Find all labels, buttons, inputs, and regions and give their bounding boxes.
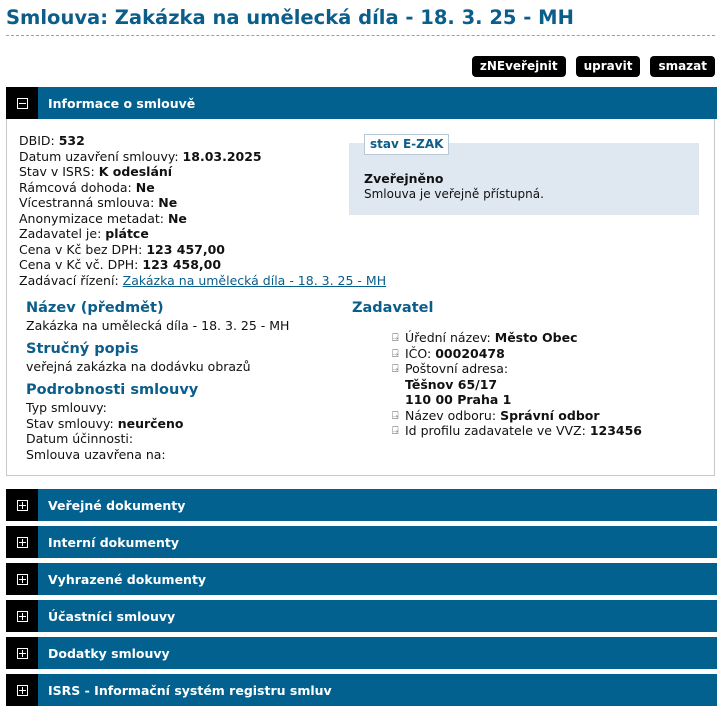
section-label: ISRS - Informační systém registru smluv (48, 682, 332, 698)
multilateral-row: Vícestranná smlouva: Ne (19, 195, 178, 210)
profile-id-row: ⍈ Id profilu zadavatele ve VVZ: 123456 (392, 423, 642, 438)
page-title: Smlouva: Zakázka na umělecká díla - 18. 3. 25 - MH (6, 6, 574, 29)
section-header-amendments[interactable] (6, 637, 717, 669)
dbid-row: DBID: 532 (19, 133, 85, 148)
isrs-row: Stav v ISRS: K odeslání (19, 164, 173, 179)
name-heading: Název (předmět) (26, 300, 164, 316)
ezak-status-value: Zveřejněno (364, 171, 444, 186)
name-value: Zakázka na umělecká díla - 18. 3. 25 - MH (26, 318, 290, 333)
expand-icon[interactable] (6, 637, 38, 669)
payer-row: Zadavatel je: plátce (19, 226, 149, 241)
unpublish-button[interactable]: zNEveřejnit (472, 56, 566, 77)
contract-info-list (19, 133, 386, 288)
section-label: Vyhrazené dokumenty (48, 571, 207, 587)
short-desc-value: veřejná zakázka na dodávku obrazů (26, 359, 251, 374)
effective-date-row: Datum účinnosti: (26, 431, 134, 446)
anonymization-row: Anonymizace metadat: Ne (19, 210, 187, 226)
concluded-for-row: Smlouva uzavřena na: (26, 446, 166, 462)
arrow-right-icon: ⍈ (392, 362, 399, 375)
expand-icon[interactable] (6, 600, 38, 632)
price-inc-vat-row: Cena v Kč vč. DPH: 123 458,00 (19, 257, 222, 272)
arrow-right-icon: ⍈ (392, 331, 399, 344)
expand-icon[interactable] (6, 674, 38, 706)
section-header-info[interactable] (6, 87, 717, 119)
section-label: Interní dokumenty (48, 534, 179, 550)
arrow-right-icon: ⍈ (392, 424, 399, 437)
edit-button[interactable]: upravit (576, 56, 641, 77)
ezak-status-description: Smlouva je veřejně přístupná. (364, 187, 544, 201)
arrow-right-icon: ⍈ (392, 408, 399, 422)
short-desc-heading: Stručný popis (26, 341, 139, 357)
price-ex-vat-row: Cena v Kč bez DPH: 123 457,00 (19, 241, 225, 257)
department-row: ⍈ Název odboru: Správní odbor (392, 407, 600, 423)
date-row: Datum uzavření smlouvy: 18.03.2025 (19, 148, 262, 164)
contract-type-row: Typ smlouvy: (26, 400, 107, 415)
section-label: Účastníci smlouvy (48, 608, 176, 624)
section-header-reserved-documents[interactable] (6, 563, 717, 595)
expand-icon[interactable] (6, 489, 38, 521)
section-label: Dodatky smlouvy (48, 645, 170, 661)
action-toolbar (472, 56, 715, 77)
arrow-right-icon: ⍈ (392, 346, 399, 360)
section-label: Veřejné dokumenty (48, 497, 186, 513)
details-heading: Podrobnosti smlouvy (26, 382, 199, 398)
title-divider (6, 35, 715, 36)
collapse-icon[interactable] (6, 87, 38, 119)
section-label: Informace o smlouvě (48, 95, 196, 111)
procedure-row: Zadávací řízení: Zakázka na umělecká díla - 18. 3. 25 - MH (19, 272, 387, 288)
ezak-status-tab: stav E-ZAK (364, 134, 449, 155)
details-list (26, 400, 184, 462)
expand-icon[interactable] (6, 526, 38, 558)
contracting-authority-list (392, 330, 642, 439)
section-header-contract-parties[interactable] (6, 600, 717, 632)
contracting-authority-heading: Zadavatel (352, 300, 434, 316)
section-header-internal-documents[interactable] (6, 526, 717, 558)
address-line-1: Těšnov 65/17 (405, 376, 498, 392)
delete-button[interactable]: smazat (650, 56, 715, 77)
framework-row: Rámcová dohoda: Ne (19, 179, 155, 195)
contract-state-row: Stav smlouvy: neurčeno (26, 415, 184, 431)
address-line-2: 110 00 Praha 1 (405, 392, 512, 407)
official-name-row: ⍈ Úřední název: Město Obec (392, 330, 578, 345)
ico-row: ⍈ IČO: 00020478 (392, 345, 505, 361)
section-header-isrs[interactable] (6, 674, 717, 706)
expand-icon[interactable] (6, 563, 38, 595)
postal-address-row: ⍈ Poštovní adresa: (392, 361, 509, 376)
section-header-public-documents[interactable] (6, 489, 717, 521)
procedure-link[interactable]: Zakázka na umělecká díla - 18. 3. 25 - MH (122, 272, 387, 288)
